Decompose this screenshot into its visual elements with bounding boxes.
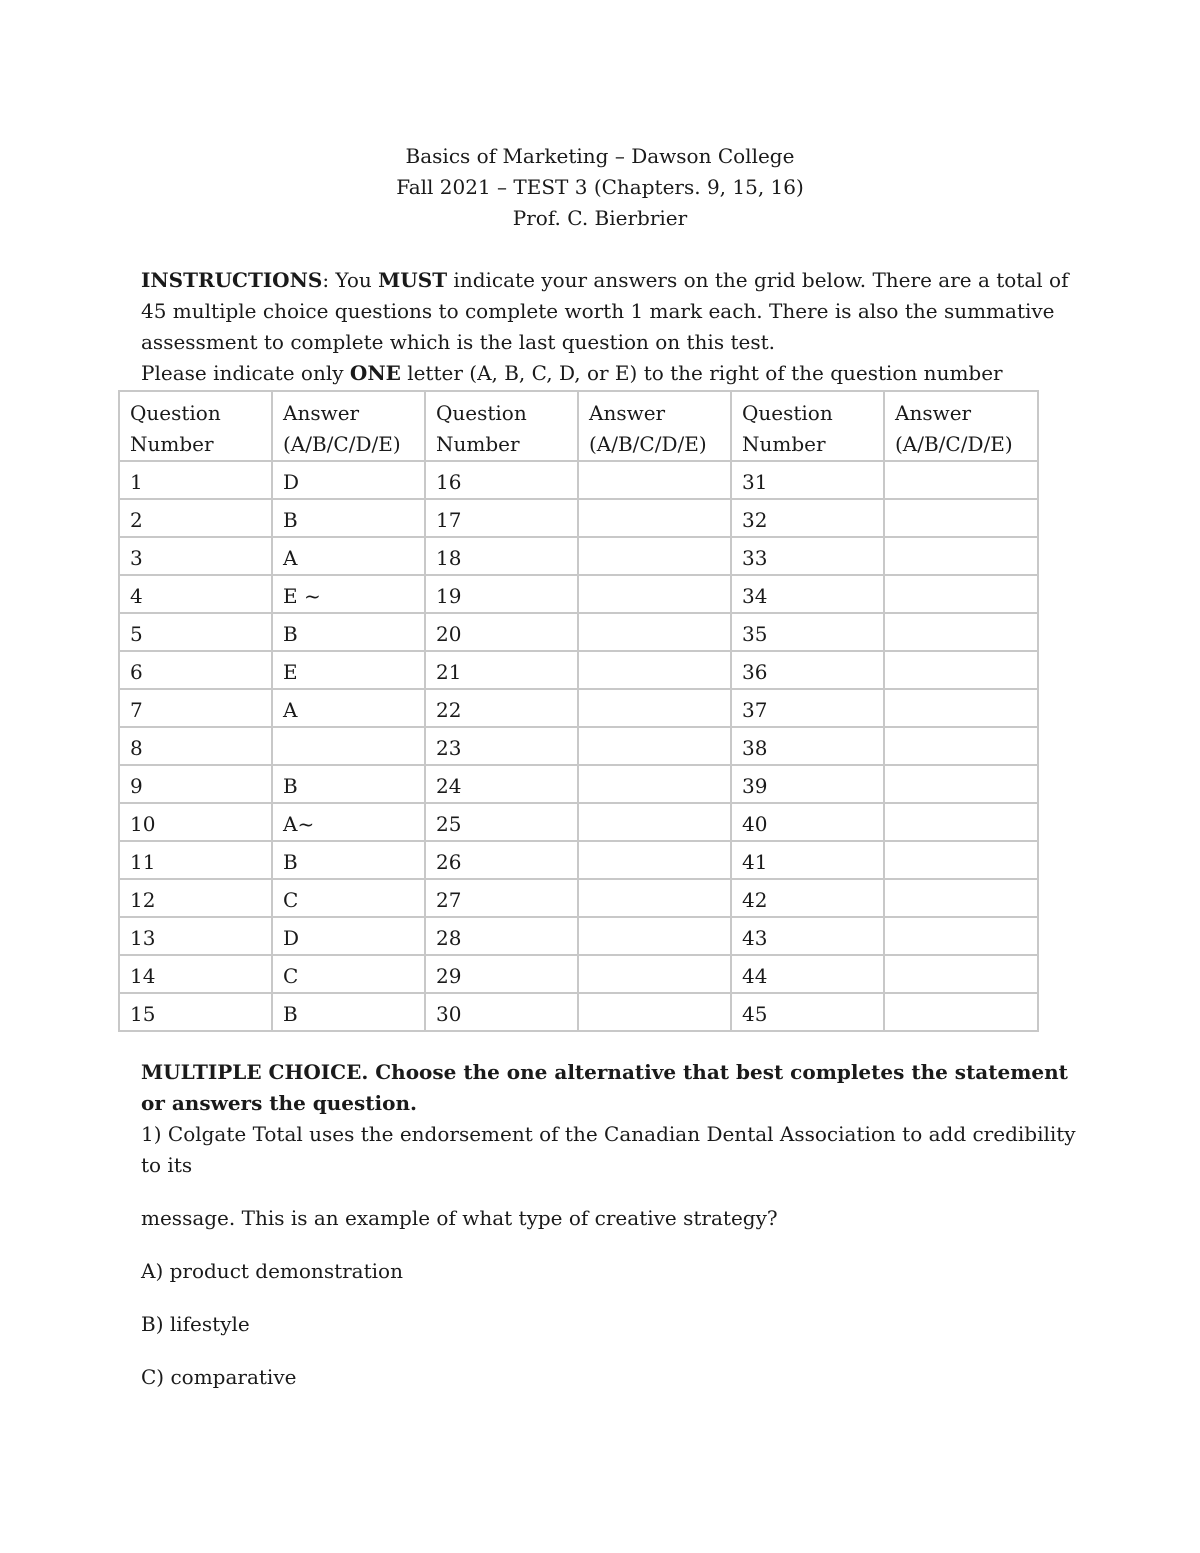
question-number-cell: 43: [731, 917, 884, 955]
question-number-cell: 42: [731, 879, 884, 917]
grid-row: [119, 803, 1038, 841]
instructions-paragraph: [141, 265, 1081, 358]
grid-header-cell: Question Number: [425, 391, 578, 461]
question-number-cell: 17: [425, 499, 578, 537]
question-number-cell: 40: [731, 803, 884, 841]
grid-header-cell: Answer (A/B/C/D/E): [884, 391, 1038, 461]
professor-name: Prof. C. Bierbrier: [512, 206, 688, 230]
answer-cell[interactable]: B: [272, 613, 425, 651]
grid-row: [119, 727, 1038, 765]
course-title: Basics of Marketing – Dawson College: [405, 144, 795, 168]
answer-cell[interactable]: D: [272, 917, 425, 955]
answer-cell[interactable]: [578, 993, 731, 1031]
question-number-cell: 41: [731, 841, 884, 879]
grid-row: [119, 765, 1038, 803]
grid-row: [119, 537, 1038, 575]
answer-cell[interactable]: [884, 651, 1038, 689]
question-number-cell: 11: [119, 841, 272, 879]
instructions-line2-a: Please indicate only: [141, 361, 350, 385]
answer-cell[interactable]: [884, 765, 1038, 803]
question-number-cell: 2: [119, 499, 272, 537]
answer-cell[interactable]: [884, 575, 1038, 613]
answer-cell[interactable]: [578, 689, 731, 727]
question-number-cell: 44: [731, 955, 884, 993]
instructions-line2-b: letter (A, B, C, D, or E) to the right of the question number: [400, 361, 1003, 385]
question-number-cell: 35: [731, 613, 884, 651]
multiple-choice-section: [141, 1057, 1081, 1393]
answer-cell[interactable]: [884, 613, 1038, 651]
answer-cell[interactable]: [884, 993, 1038, 1031]
answer-cell[interactable]: [578, 499, 731, 537]
grid-row: [119, 575, 1038, 613]
question-1-line-1: 1) Colgate Total uses the endorsement of the Canadian Dental Association to add credibility to its: [141, 1122, 1076, 1177]
answer-cell[interactable]: [578, 765, 731, 803]
answer-cell[interactable]: [578, 651, 731, 689]
answer-cell[interactable]: [884, 803, 1038, 841]
answer-cell[interactable]: B: [272, 841, 425, 879]
test-title: Fall 2021 – TEST 3 (Chapters. 9, 15, 16): [396, 175, 804, 199]
answer-cell[interactable]: E: [272, 651, 425, 689]
question-number-cell: 7: [119, 689, 272, 727]
multiple-choice-heading: MULTIPLE CHOICE. Choose the one alternative that best completes the statement or answers the question.: [141, 1060, 1068, 1115]
grid-header-cell: Question Number: [731, 391, 884, 461]
grid-row: [119, 841, 1038, 879]
grid-header-cell: Answer (A/B/C/D/E): [272, 391, 425, 461]
option-a: A) product demonstration: [141, 1259, 403, 1283]
instructions-line2: [141, 358, 1081, 389]
question-number-cell: 31: [731, 461, 884, 499]
question-number-cell: 23: [425, 727, 578, 765]
answer-cell[interactable]: [884, 461, 1038, 499]
question-number-cell: 26: [425, 841, 578, 879]
grid-row: [119, 993, 1038, 1031]
question-number-cell: 3: [119, 537, 272, 575]
document-header: [0, 141, 1200, 234]
instructions-must: MUST: [378, 268, 448, 292]
question-number-cell: 20: [425, 613, 578, 651]
instructions-one: ONE: [349, 361, 401, 385]
answer-cell[interactable]: [578, 613, 731, 651]
instructions-text-b: indicate your answers on the grid below. There are a total of 45 multiple choice questions to complete worth 1 mark each. There is also the summative assessment to complete which is the last question on this test.: [141, 268, 1069, 354]
question-number-cell: 19: [425, 575, 578, 613]
question-number-cell: 4: [119, 575, 272, 613]
option-b: B) lifestyle: [141, 1312, 250, 1336]
answer-cell[interactable]: [578, 879, 731, 917]
grid-row: [119, 613, 1038, 651]
grid-row: [119, 689, 1038, 727]
answer-cell[interactable]: E ~: [272, 575, 425, 613]
answer-cell[interactable]: [884, 537, 1038, 575]
question-number-cell: 30: [425, 993, 578, 1031]
answer-cell[interactable]: A~: [272, 803, 425, 841]
question-number-cell: 13: [119, 917, 272, 955]
question-number-cell: 34: [731, 575, 884, 613]
option-c: C) comparative: [141, 1365, 297, 1389]
question-number-cell: 1: [119, 461, 272, 499]
answer-cell[interactable]: [884, 499, 1038, 537]
answer-cell[interactable]: [578, 461, 731, 499]
question-number-cell: 6: [119, 651, 272, 689]
question-number-cell: 12: [119, 879, 272, 917]
grid-row: [119, 651, 1038, 689]
answer-cell[interactable]: [884, 727, 1038, 765]
answer-cell[interactable]: D: [272, 461, 425, 499]
question-number-cell: 45: [731, 993, 884, 1031]
instructions-label: INSTRUCTIONS: [141, 268, 323, 292]
answer-cell[interactable]: [578, 727, 731, 765]
question-number-cell: 15: [119, 993, 272, 1031]
answer-grid: [118, 390, 1039, 1032]
grid-row: [119, 499, 1038, 537]
answer-cell[interactable]: C: [272, 879, 425, 917]
answer-cell[interactable]: B: [272, 499, 425, 537]
instructions-text-a: : You: [322, 268, 379, 292]
grid-header-cell: Question Number: [119, 391, 272, 461]
question-number-cell: 18: [425, 537, 578, 575]
grid-row: [119, 917, 1038, 955]
question-number-cell: 28: [425, 917, 578, 955]
question-number-cell: 5: [119, 613, 272, 651]
question-number-cell: 22: [425, 689, 578, 727]
answer-cell[interactable]: C: [272, 955, 425, 993]
instructions: [141, 265, 1081, 389]
answer-cell[interactable]: [578, 955, 731, 993]
question-number-cell: 36: [731, 651, 884, 689]
answer-cell[interactable]: [272, 727, 425, 765]
question-number-cell: 29: [425, 955, 578, 993]
question-number-cell: 39: [731, 765, 884, 803]
answer-cell[interactable]: B: [272, 993, 425, 1031]
question-number-cell: 33: [731, 537, 884, 575]
grid-row: [119, 955, 1038, 993]
question-number-cell: 14: [119, 955, 272, 993]
question-number-cell: 21: [425, 651, 578, 689]
answer-cell[interactable]: [578, 917, 731, 955]
answer-cell[interactable]: [578, 841, 731, 879]
question-number-cell: 8: [119, 727, 272, 765]
answer-cell[interactable]: [884, 689, 1038, 727]
grid-header-cell: Answer (A/B/C/D/E): [578, 391, 731, 461]
question-number-cell: 10: [119, 803, 272, 841]
question-number-cell: 32: [731, 499, 884, 537]
question-number-cell: 27: [425, 879, 578, 917]
answer-cell[interactable]: [884, 879, 1038, 917]
question-number-cell: 25: [425, 803, 578, 841]
grid-row: [119, 461, 1038, 499]
question-number-cell: 16: [425, 461, 578, 499]
question-number-cell: 37: [731, 689, 884, 727]
answer-cell[interactable]: B: [272, 765, 425, 803]
answer-cell[interactable]: A: [272, 537, 425, 575]
question-number-cell: 24: [425, 765, 578, 803]
answer-cell[interactable]: [884, 841, 1038, 879]
grid-header-row: [119, 391, 1038, 461]
question-number-cell: 38: [731, 727, 884, 765]
answer-cell[interactable]: [578, 575, 731, 613]
question-1-line-2: message. This is an example of what type of creative strategy?: [141, 1206, 778, 1230]
question-number-cell: 9: [119, 765, 272, 803]
answer-cell[interactable]: [884, 917, 1038, 955]
grid-row: [119, 879, 1038, 917]
answer-cell[interactable]: A: [272, 689, 425, 727]
answer-cell[interactable]: [578, 537, 731, 575]
answer-cell[interactable]: [578, 803, 731, 841]
answer-cell[interactable]: [884, 955, 1038, 993]
